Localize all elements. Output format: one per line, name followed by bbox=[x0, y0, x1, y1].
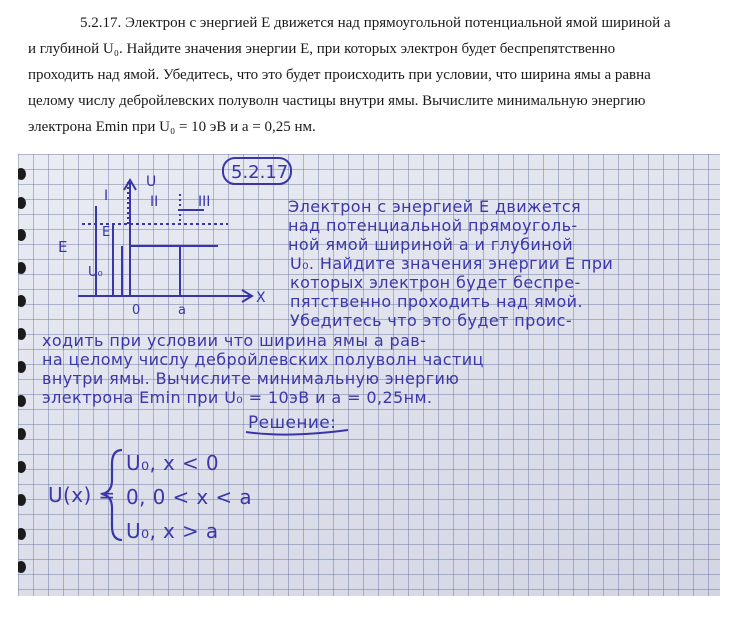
hw-line-2: над потенциальной прямоуголь- bbox=[288, 216, 578, 235]
badge-label: 5.2.17 bbox=[231, 162, 289, 183]
region-1-label: I bbox=[104, 188, 109, 204]
hw-line-11: электрона Emin при U₀ = 10эВ и a = 0,25нм. bbox=[42, 388, 433, 407]
notebook-photo bbox=[18, 154, 720, 596]
region-2-label: II bbox=[150, 194, 159, 210]
formula-lhs: U(x) = bbox=[48, 483, 116, 507]
hw-line-4: U₀. Найдите значения энергии E при bbox=[290, 254, 614, 273]
problem-line-3: проходить над ямой. Убедитесь, что это будет происходить при условии, что ширина ямы a равна bbox=[28, 67, 651, 83]
binder-holes bbox=[18, 168, 26, 573]
problem-line-4: целому числу дебройлевских полуволн частицы внутри ямы. Вычислите минимальную энергию bbox=[28, 93, 646, 109]
origin-label: 0 bbox=[132, 303, 141, 318]
solution-title: Решение: bbox=[248, 413, 337, 433]
axis-u-label: U bbox=[146, 174, 157, 190]
energy-label-outer: E bbox=[58, 238, 68, 256]
case-1: U₀, x < 0 bbox=[126, 451, 220, 475]
problem-line-2: и глубиной U₀. Найдите значения энергии E, при которых электрон будет беспрепятственно bbox=[28, 41, 616, 57]
hw-line-8: ходить при условии что ширина ямы a рав- bbox=[42, 331, 427, 350]
problem-line-5: электрона Emin при U₀ = 10 эВ и a = 0,25 нм. bbox=[28, 119, 316, 135]
axis-x-label: X bbox=[256, 290, 266, 306]
width-label: a bbox=[178, 303, 186, 318]
region-3-label: III bbox=[198, 194, 211, 210]
hw-line-9: на целому числу дебройлевских полуволн частиц bbox=[42, 350, 484, 369]
case-2: 0, 0 < x < a bbox=[126, 485, 253, 509]
hw-line-7: Убедитесь что это будет проис- bbox=[290, 311, 573, 330]
case-3: U₀, x > a bbox=[126, 519, 219, 543]
hw-line-3: ной ямой шириной a и глубиной bbox=[288, 235, 574, 254]
hw-line-5: которых электрон будет беспре- bbox=[290, 273, 581, 292]
hw-line-1: Электрон с энергией E движется bbox=[288, 197, 582, 216]
energy-label-inner: E bbox=[102, 225, 111, 240]
problem-line-1: 5.2.17. Электрон с энергией E движется над прямоугольной потенциальной ямой шириной a bbox=[80, 15, 671, 31]
hw-line-6: пятственно проходить над ямой. bbox=[290, 292, 583, 311]
depth-label: U₀ bbox=[88, 265, 103, 280]
hw-line-10: внутри ямы. Вычислите минимальную энергию bbox=[42, 369, 460, 388]
problem-statement bbox=[28, 10, 724, 140]
